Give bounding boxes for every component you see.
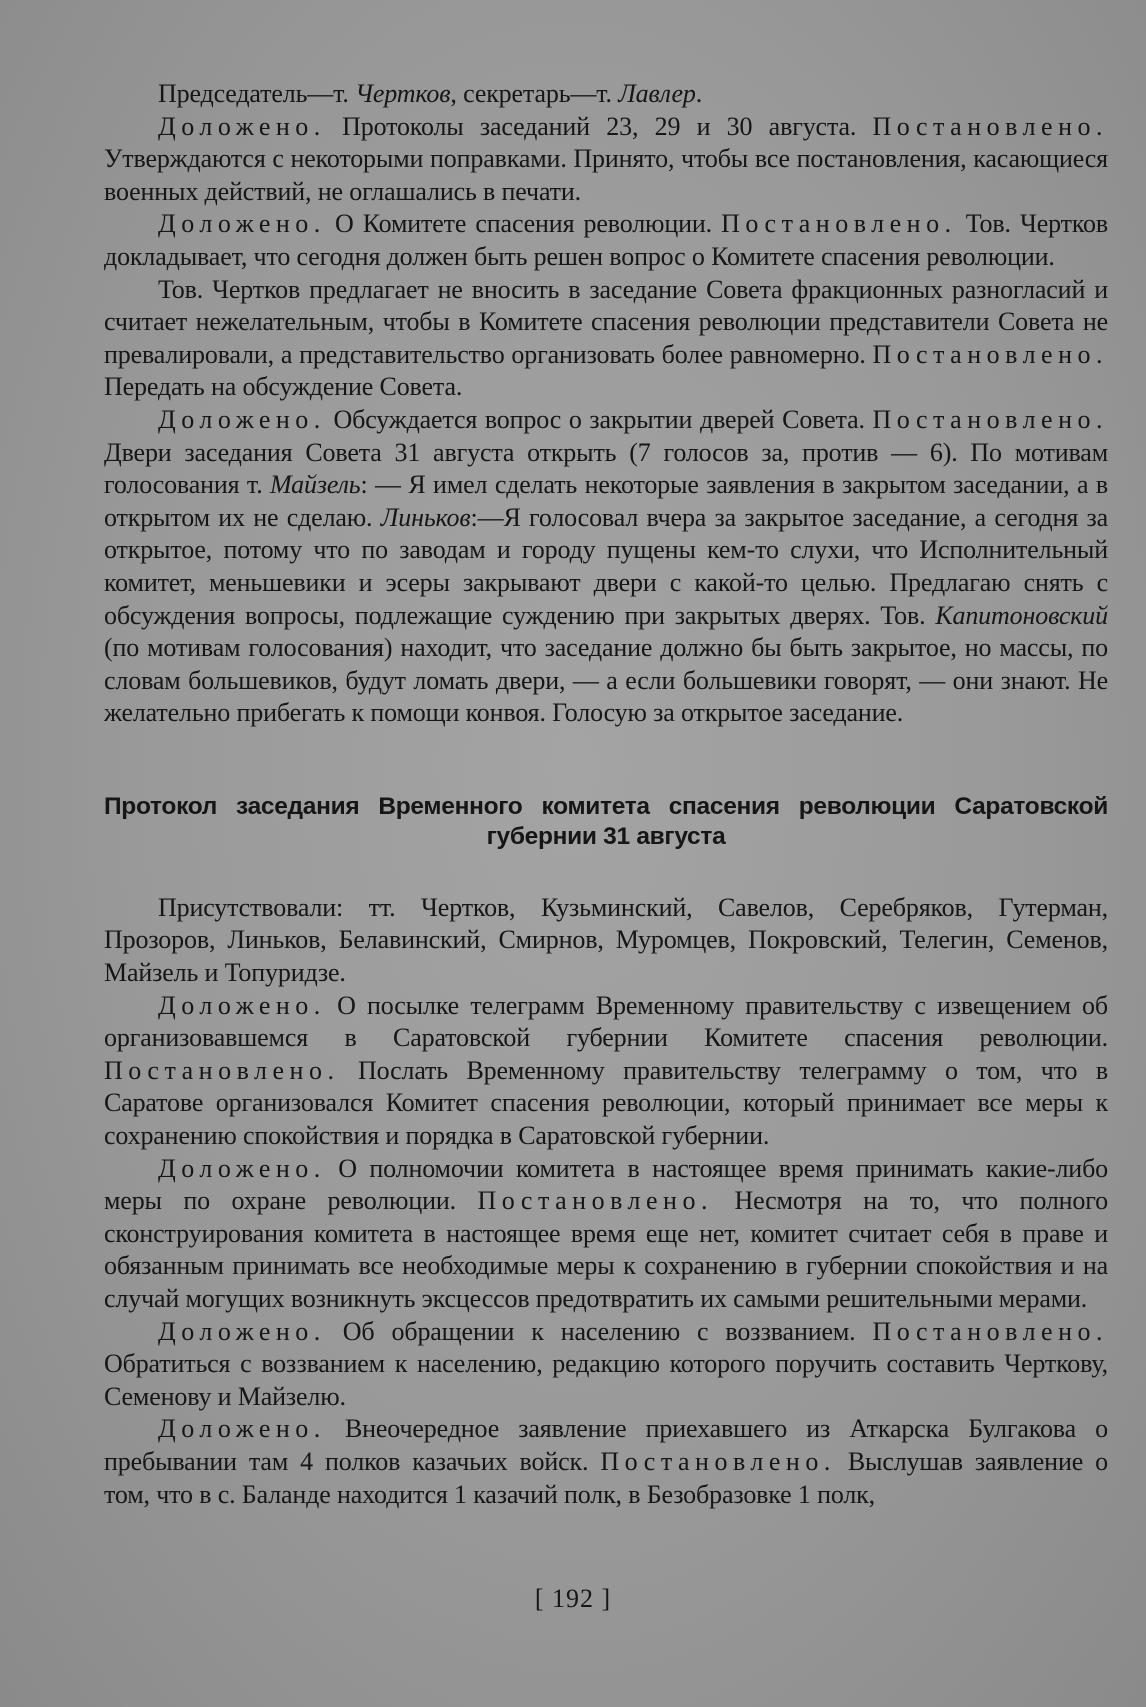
text-run: Об обращении к населению с воззванием. [325,1316,873,1346]
text-run: Тов. Чертков предлагает не вносить в заседание Совета фракционных разногласий и считает нежелательным, чтобы в Комитете спасения революции представители Совета не превалировали, а представительство организовать более равномерно. [104,274,1108,369]
text-run: Обратиться с воззванием к населению, редакцию которого поручить составить Черткову, Семенову и Майзелю. [104,1349,1108,1411]
text-run: : — Я имел сделать некоторые заявления в закрытом заседании, а в открытом их не сделаю. [104,470,1108,532]
paragraph-doors [104,404,1108,730]
page-number: [ 192 ] [534,1584,612,1613]
paragraph-telegram [104,990,1108,1153]
resolved-label: Постановлено. [721,209,957,239]
name-maizel: Майзель [270,470,361,500]
paragraph-authority [104,1153,1108,1316]
section-heading [104,792,1108,852]
resolved-label: Постановлено. [872,404,1108,434]
paragraph-cossacks [104,1413,1108,1511]
name-lavler: Лавлер [618,79,696,108]
text-run: Послать Временному правительству телеграмму о том, что в Саратове организовался Комитет спасения революции, который принимает все меры к сохранению спокойствия и порядка в Саратовской губернии. [104,1055,1108,1151]
text-run: Утверждаются с некоторыми поправками. Принято, чтобы все постановления, касающиеся военных действий, не оглашались в печати. [104,144,1108,206]
text-run: О посылке телеграмм Временному правительству с извещением об организовавшемся в Саратовской губернии Комитете спасения революции. [104,990,1108,1053]
name-linkov: Линьков [380,502,471,532]
paragraph-chairman [104,78,1108,111]
heading-line-1: Протокол заседания Временного комитета спасения революции Саратовской [104,792,1108,820]
resolved-label: Постановлено. [104,1055,340,1085]
text-run: Председатель—т. [158,79,356,108]
text-run: Выслушав заявление о том, что в с. Баланде находится 1 казачий полк, в Безобразовке 1 полк, [104,1446,1108,1509]
text-run: Обсуждается вопрос о закрытии дверей Совета. [325,404,873,434]
resolved-label: Постановлено. [872,339,1108,369]
text-run: Присутствовали: тт. Чертков, Кузьминский, Савелов, Серебряков, Гутерман, Прозоров, Линьков, Белавинский, Смирнов, Муромцев, Покровский, Телегин, Семенов, Майзель и Топуридзе. [104,892,1108,988]
text-run: Передать на обсуждение Совета. [104,372,463,402]
text-run: Тов. Чертков докладывает, что сегодня должен быть решен вопрос о Комитете спасения революции. [104,209,1108,271]
reported-label: Доложено. [158,404,326,434]
text-run: , секретарь—т. [450,79,619,108]
heading-line-2: губернии 31 августа [486,822,726,850]
reported-label: Доложено. [158,111,326,141]
text-run: Внеочередное заявление приехавшего из Аткарска Булгакова о пребывании там 4 полков казачьих войск. [104,1414,1108,1476]
name-kapitonovsky: Капитоновский [935,600,1108,630]
text-run: Двери заседания Совета 31 августа открыть (7 голосов за, против — 6). По мотивам голосования т. [104,437,1108,500]
paragraph-committee [104,208,1108,273]
resolved-label: Постановлено. [872,111,1108,141]
name-chertkov: Чертков [355,79,451,108]
reported-label: Доложено. [158,209,326,239]
text-run: О полномочии комитета в настоящее время принимать какие-либо меры по охране революции. [104,1153,1108,1216]
resolved-label: Постановлено. [600,1446,836,1476]
paragraph-attendees [104,892,1108,990]
reported-label: Доложено. [158,1414,326,1444]
paragraph-appeal [104,1316,1108,1414]
text-run: (по мотивам голосования) находит, что заседание должно бы быть закрытое, но массы, по словам большевиков, будут ломать двери, — а если большевики говорят, — они знают. Не желательно прибегать к помощи конвоя. Голосую за открытое заседание. [104,633,1108,728]
text-run: Протоколы заседаний 23, 29 и 30 августа. [325,111,873,141]
text-run: Несмотря на то, что полного сконструирования комитета в настоящее время еще нет, комитет считает себя в праве и обязанным принимать все необходимые меры к сохранению в губернии спокойствия и на случай могущих возникнуть эксцессов предотвратить их самыми решительными мерами. [104,1186,1108,1313]
text-run: . [695,79,703,108]
paragraph-chertkov-proposal [104,274,1108,404]
resolved-label: Постановлено. [872,1316,1108,1346]
reported-label: Доложено. [158,1316,326,1346]
text-run: О Комитете спасения революции. [325,209,722,239]
paragraph-protocols [104,111,1108,209]
reported-label: Доложено. [158,990,326,1020]
text-run: :—Я голосовал вчера за закрытое заседание, а сегодня за открытое, потому что по заводам и городу пущены кем-то слухи, что Исполнительный комитет, меньшевики и эсеры закрывают двери с какой-то целью. Предлагаю снять с обсуждения вопросы, подлежащие суждению при закрытых дверях. Тов. [104,502,1108,630]
reported-label: Доложено. [158,1153,326,1183]
spacer [104,852,1108,892]
resolved-label: Постановлено. [477,1186,713,1216]
